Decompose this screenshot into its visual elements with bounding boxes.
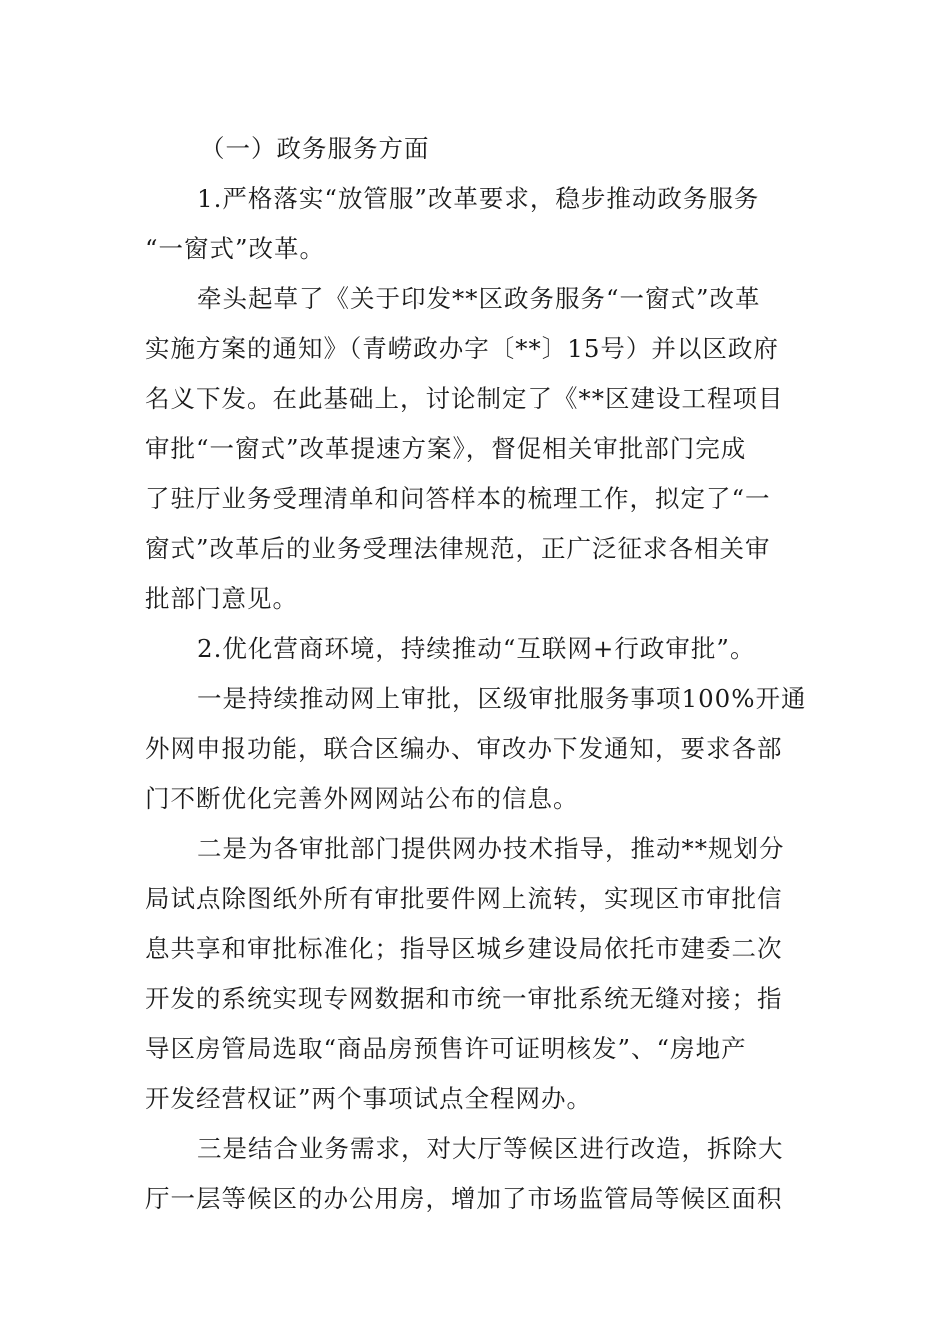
paragraph-line: 外网申报功能，联合区编办、审改办下发通知，要求各部 bbox=[145, 734, 783, 763]
paragraph-line: 牵头起草了《关于印发**区政务服务“一窗式”改革 bbox=[197, 284, 761, 313]
paragraph-line: 导区房管局选取“商品房预售许可证明核发”、“房地产 bbox=[145, 1034, 747, 1063]
paragraph-line: 三是结合业务需求，对大厅等候区进行改造，拆除大 bbox=[197, 1134, 784, 1163]
paragraph-line: 审批“一窗式”改革提速方案》，督促相关审批部门完成 bbox=[145, 434, 747, 463]
paragraph-line: 一是持续推动网上审批，区级审批服务事项100%开通 bbox=[197, 684, 807, 713]
paragraph-line: 了驻厅业务受理清单和问答样本的梳理工作，拟定了“一 bbox=[145, 484, 771, 513]
section-heading: （一）政务服务方面 bbox=[200, 134, 430, 163]
paragraph-line: 门不断优化完善外网网站公布的信息。 bbox=[145, 784, 579, 813]
paragraph-line: 息共享和审批标准化；指导区城乡建设局依托市建委二次 bbox=[145, 934, 783, 963]
item-1-heading-cont: “一窗式”改革。 bbox=[145, 234, 326, 263]
paragraph-line: 厅一层等候区的办公用房，增加了市场监管局等候区面积 bbox=[145, 1184, 783, 1213]
paragraph-line: 实施方案的通知》（青崂政办字〔**〕15号）并以区政府 bbox=[145, 334, 779, 363]
paragraph-line: 窗式”改革后的业务受理法律规范，正广泛征求各相关审 bbox=[145, 534, 771, 563]
paragraph-line: 局试点除图纸外所有审批要件网上流转，实现区市审批信 bbox=[145, 884, 783, 913]
paragraph-line: 批部门意见。 bbox=[145, 584, 298, 613]
item-2-heading: 2.优化营商环境，持续推动“互联网+行政审批”。 bbox=[197, 634, 756, 663]
paragraph-line: 开发经营权证”两个事项试点全程网办。 bbox=[145, 1084, 593, 1113]
paragraph-line: 开发的系统实现专网数据和市统一审批系统无缝对接；指 bbox=[145, 984, 783, 1013]
paragraph-line: 名义下发。在此基础上，讨论制定了《**区建设工程项目 bbox=[145, 384, 784, 413]
item-1-heading: 1.严格落实“放管服”改革要求，稳步推动政务服务 bbox=[197, 184, 760, 213]
paragraph-line: 二是为各审批部门提供网办技术指导，推动**规划分 bbox=[197, 834, 785, 863]
